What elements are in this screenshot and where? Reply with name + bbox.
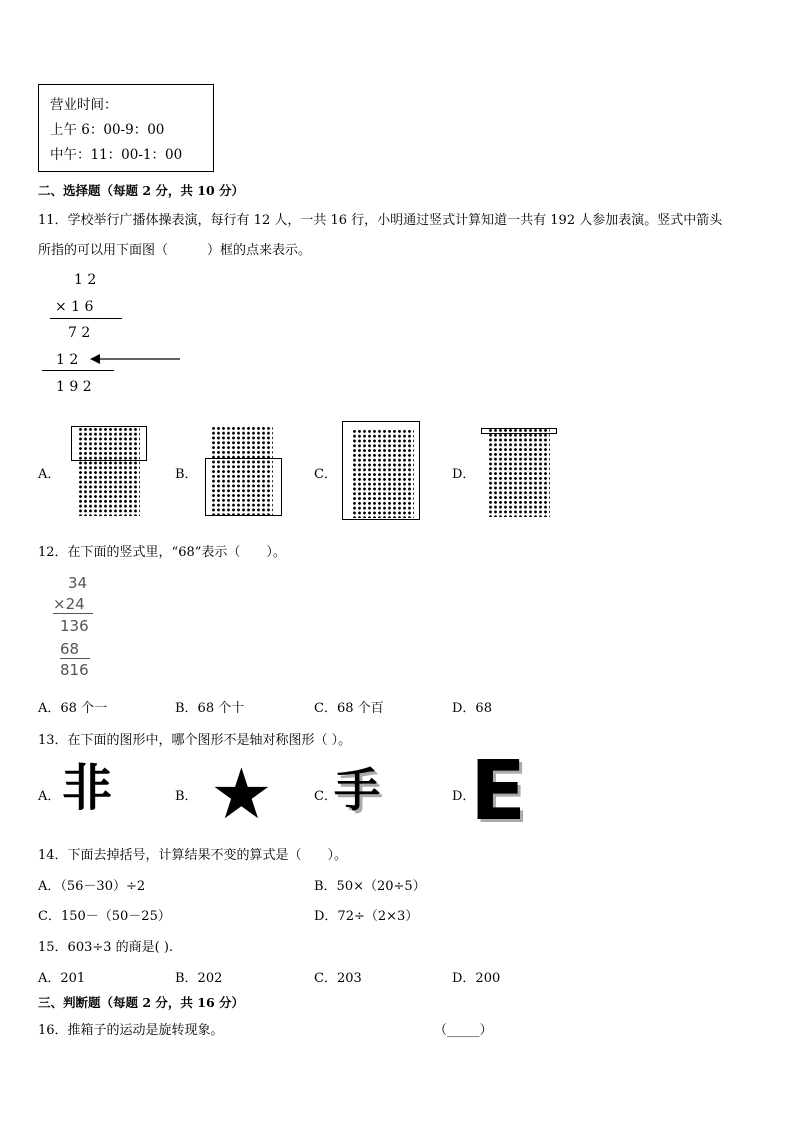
hours-noon: 中午：11：00-1：00: [50, 147, 183, 163]
dot-grid-d: [488, 428, 550, 517]
q12-stem: 12．在下面的竖式里，“68”表示（ ）。: [38, 545, 286, 560]
section-2-heading: 二、选择题（每题 2 分，共 10 分）: [38, 183, 245, 198]
q15-option-c[interactable]: C．203: [314, 971, 362, 986]
hours-title: 营业时间：: [50, 97, 118, 113]
q12-calc-a: 34: [68, 574, 88, 592]
q11-calc-top: 1 2: [74, 272, 97, 288]
q13-option-a-label[interactable]: A．: [38, 789, 61, 804]
highlight-frame-d: [481, 428, 557, 434]
q12-calc-c: 136: [60, 617, 89, 635]
highlight-frame-c: [342, 421, 420, 520]
hours-morning: 上午 6：00-9：00: [50, 122, 165, 138]
q14-option-d[interactable]: D．72÷（2×3）: [314, 909, 419, 924]
q13-option-b-label[interactable]: B．: [175, 789, 198, 804]
q11-calc-partial-2: 1 2: [56, 352, 79, 368]
highlight-frame-b: [205, 458, 282, 516]
q11-calc-line-1: [50, 318, 122, 319]
q12-option-c[interactable]: C．68 个百: [314, 701, 384, 716]
q14-option-b[interactable]: B．50×（20÷5）: [314, 879, 426, 894]
fei-character-icon: 非: [62, 759, 112, 817]
q12-calc-b: ×24: [53, 595, 85, 613]
q11-calc-partial-1: 7 2: [68, 325, 91, 341]
q15-option-b[interactable]: B．202: [175, 971, 223, 986]
q11-calc-multiplier: × 1 6: [55, 299, 94, 315]
q15-stem: 15．603÷3 的商是( ).: [38, 940, 174, 955]
q12-option-a[interactable]: A．68 个一: [38, 701, 108, 716]
q16-stem: 16．推箱子的运动是旋转现象。: [38, 1023, 224, 1038]
q14-option-c[interactable]: C．150－（50－25）: [38, 909, 171, 924]
q15-option-d[interactable]: D．200: [452, 971, 501, 986]
shou-character-icon: 手: [334, 763, 380, 817]
q12-option-b[interactable]: B．68 个十: [175, 701, 245, 716]
letter-e-icon: E: [470, 744, 527, 839]
q11-calc-line-2: [42, 370, 114, 371]
q12-calc-e: 816: [60, 661, 89, 679]
q12-calc-d: 68: [60, 640, 80, 658]
q11-line1: 11．学校举行广播体操表演，每行有 12 人，一共 16 行，小明通过竖式计算知道一共有 192 人参加表演。竖式中箭头: [38, 213, 723, 228]
q11-option-b-label[interactable]: B．: [175, 467, 198, 482]
q15-option-a[interactable]: A．201: [38, 971, 86, 986]
q13-option-c-label[interactable]: C．: [314, 789, 337, 804]
star-icon: ★: [210, 753, 273, 835]
q12-calc-line-2: [60, 658, 90, 659]
q14-option-a[interactable]: A．（56－30）÷2: [38, 879, 146, 894]
arrow-icon: [90, 352, 182, 366]
q12-calc-line-1: [53, 613, 93, 614]
q11-option-c-label[interactable]: C．: [314, 467, 337, 482]
q11-option-d-label[interactable]: D．: [452, 467, 476, 482]
q13-option-d-label[interactable]: D．: [452, 789, 476, 804]
section-3-heading: 三、判断题（每题 2 分，共 16 分）: [38, 995, 245, 1010]
q11-option-a-label[interactable]: A．: [38, 467, 61, 482]
q11-line2: 所指的可以用下面图（ ）框的点来表示。: [38, 243, 312, 258]
q16-answer-blank[interactable]: （_____）: [434, 1023, 493, 1038]
q12-option-d[interactable]: D．68: [452, 701, 492, 716]
q13-stem: 13．在下面的图形中，哪个图形不是轴对称图形（ ）。: [38, 733, 352, 748]
highlight-frame-a: [71, 426, 147, 461]
q14-stem: 14．下面去掉括号，计算结果不变的算式是（ ）。: [38, 848, 348, 863]
business-hours-box: [38, 84, 214, 172]
q11-calc-result: 1 9 2: [56, 379, 92, 395]
